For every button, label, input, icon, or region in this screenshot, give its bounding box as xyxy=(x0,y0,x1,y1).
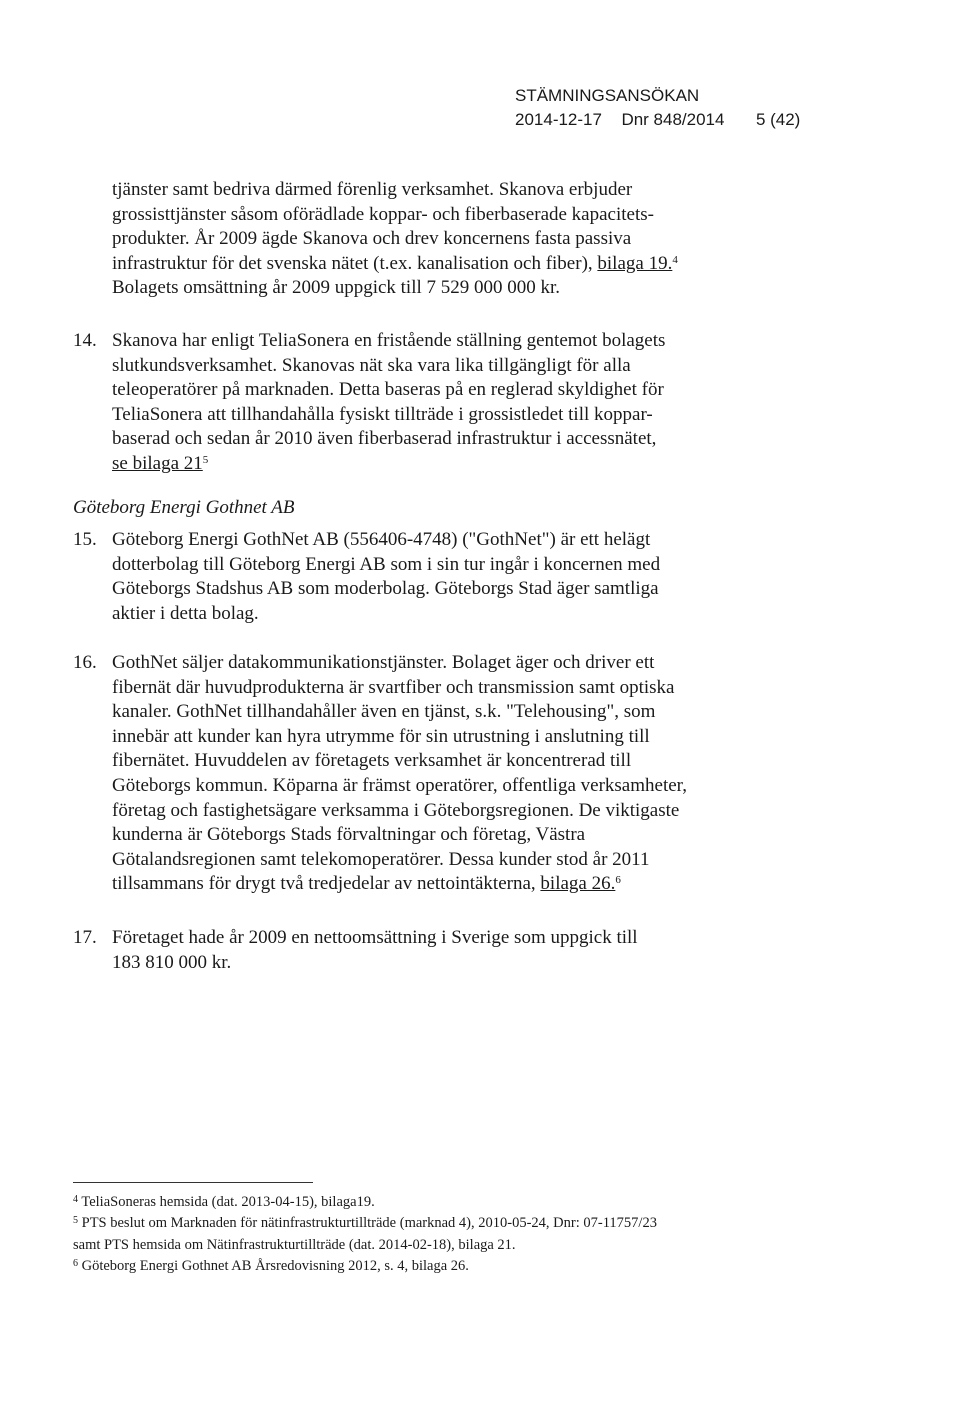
case-number: Dnr 848/2014 xyxy=(621,110,725,129)
paragraph-line: kunderna är Göteborgs Stads förvaltningar och företag, Västra xyxy=(112,824,586,846)
intro-line: tjänster samt bedriva därmed förenlig verksamhet. Skanova erbjuder xyxy=(112,179,633,200)
paragraph-line: Göteborgs kommun. Köparna är främst operatörer, offentliga verksamheter, xyxy=(112,774,687,796)
page-number: 5 (42) xyxy=(755,110,801,129)
paragraph-line: Göteborg Energi GothNet AB (556406-4748) ("GothNet") är ett helägt xyxy=(112,529,651,550)
paragraph-line: Företaget hade år 2009 en nettoomsättning i Sverige som uppgick till xyxy=(112,927,638,948)
paragraph-line: slutkundsverksamhet. Skanovas nät ska vara lika tillgängligt för alla xyxy=(112,354,631,376)
paragraph-line: innebär att kunder kan hyra utrymme för sin utrustning i anslutning till xyxy=(112,725,650,747)
footnote-ref-6: 6 xyxy=(615,874,621,887)
footnote-ref-4: 4 xyxy=(672,253,678,266)
footnote-text: samt PTS hemsida om Nätinfrastrukturtillträde (dat. 2014-02-18), bilaga 21. xyxy=(73,1236,516,1253)
footnote-ref-5: 5 xyxy=(202,453,209,466)
paragraph-line: dotterbolag till Göteborg Energi AB som i sin tur ingår i koncernen med xyxy=(112,553,661,575)
paragraph-line: Skanova har enligt TeliaSonera en fristående ställning gentemot bolagets xyxy=(112,330,666,351)
bilaga-19-link[interactable]: bilaga 19. xyxy=(597,252,673,274)
intro-line: Bolagets omsättning år 2009 uppgick till 7 529 000 000 kr. xyxy=(112,277,561,299)
footnote-divider xyxy=(73,1182,313,1183)
header-meta-row xyxy=(515,108,935,132)
paragraph-line: baserad och sedan år 2010 även fiberbaserad infrastruktur i accessnätet, xyxy=(112,428,657,450)
paragraph-line: TeliaSonera att tillhandahålla fysiskt tillträde i grossistledet till koppar- xyxy=(112,403,653,425)
footnote-5 xyxy=(73,1213,793,1256)
document-type: STÄMNINGSANSÖKAN xyxy=(515,86,700,105)
footnote-mark: 5 xyxy=(73,1215,78,1227)
intro-line: infrastruktur för det svenska nätet (t.ex. kanalisation och fiber), bilaga 19.$^4$ xyxy=(112,252,678,274)
paragraph-15 xyxy=(112,528,752,626)
footnote-mark: 6 xyxy=(73,1258,78,1270)
bilaga-21-link[interactable]: se bilaga 21 xyxy=(112,452,203,474)
paragraph-line: fibernätet. Huvuddelen av företagets verksamhet är koncentrerad till xyxy=(112,750,632,772)
paragraph-line: Götalandsregionen samt telekomoperatörer. Dessa kunder stod år 2011 xyxy=(112,848,650,870)
footnote-text: PTS beslut om Marknaden för nätinfrastrukturtillträde (marknad 4), 2010-05-24, Dnr: 07-11757/23 xyxy=(81,1215,657,1232)
footnote-text: Göteborg Energi Gothnet AB Årsredovisning 2012, s. 4, bilaga 26. xyxy=(81,1258,469,1275)
paragraph-number-14: 14. xyxy=(73,330,97,351)
paragraph-line: 183 810 000 kr. xyxy=(112,951,232,973)
footnote-6 xyxy=(73,1256,793,1277)
document-date: 2014-12-17 xyxy=(515,110,602,129)
paragraph-line: kanaler. GothNet tillhandahåller även en tjänst, s.k. "Telehousing", som xyxy=(112,701,656,723)
paragraph-line: företag och fastighetsägare verksamma i Göteborgsregionen. De viktigaste xyxy=(112,799,680,821)
paragraph-line xyxy=(112,452,752,477)
intro-line: produkter. År 2009 ägde Skanova och drev koncernens fasta passiva xyxy=(112,228,632,250)
intro-line: grossisttjänster såsom oförädlade koppar- och fiberbaserade kapacitets- xyxy=(112,203,654,225)
paragraph-16 xyxy=(112,651,752,897)
paragraph-number-15: 15. xyxy=(73,529,97,550)
paragraph-line: GothNet säljer datakommunikationstjänster. Bolaget äger och driver ett xyxy=(112,652,655,673)
document-header xyxy=(515,84,935,132)
section-heading: Göteborg Energi Gothnet AB xyxy=(73,497,295,518)
paragraph-line: aktier i detta bolag. xyxy=(112,602,259,624)
footnote-text: TeliaSoneras hemsida (dat. 2013-04-15), bilaga19. xyxy=(81,1194,375,1210)
intro-paragraph xyxy=(112,178,752,301)
paragraph-line: tillsammans för drygt två tredjedelar av nettointäkterna, bilaga 26.$^6$ xyxy=(112,873,621,895)
paragraph-number-17: 17. xyxy=(73,927,97,948)
paragraph-line: fibernät där huvudprodukterna är svartfiber och transmission samt optiska xyxy=(112,676,675,698)
paragraph-number-16: 16. xyxy=(73,652,97,673)
paragraph-line: teleoperatörer på marknaden. Detta baseras på en reglerad skyldighet för xyxy=(112,379,664,401)
paragraph-14 xyxy=(112,329,752,477)
footnote-mark: 4 xyxy=(73,1194,78,1205)
footnotes xyxy=(73,1192,793,1278)
paragraph-17 xyxy=(112,926,752,975)
paragraph-line: Göteborgs Stadshus AB som moderbolag. Göteborgs Stad äger samtliga xyxy=(112,578,659,600)
bilaga-26-link[interactable]: bilaga 26. xyxy=(540,873,616,895)
footnote-4 xyxy=(73,1192,793,1213)
